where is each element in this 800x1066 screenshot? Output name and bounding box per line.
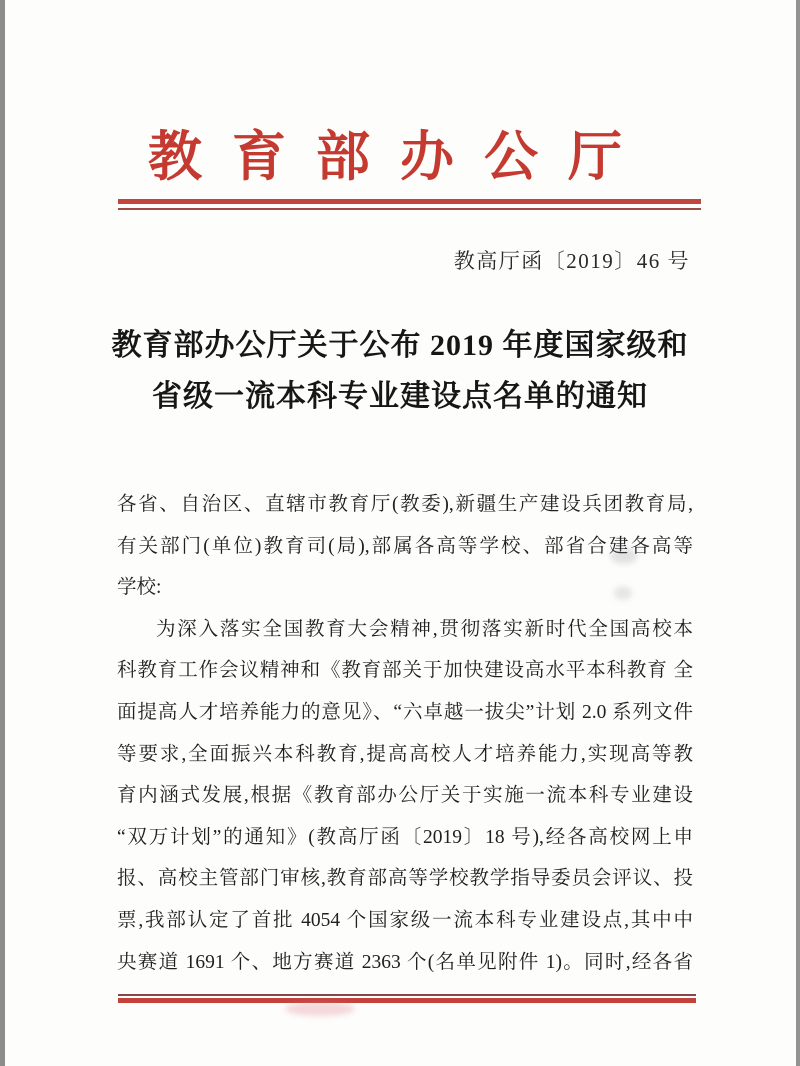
body-line: 为深入落实全国教育大会精神,贯彻落实新时代全国高校本 (156, 618, 693, 640)
body-line: 育内涵式发展,根据《教育部办公厅关于实施一流本科专业建设 (117, 785, 693, 807)
document-number: 教高厅函〔2019〕46 号 (453, 249, 690, 273)
scan-smudge (610, 548, 638, 564)
body-line: 科教育工作会议精神和《教育部关于加快建设高水平本科教育 全 (117, 660, 693, 682)
footer-thick-rule (118, 998, 696, 1003)
footer-thin-rule (118, 994, 696, 996)
separator-thin-rule (118, 208, 701, 210)
body-line: 面提高人才培养能力的意见》、“六卓越一拔尖”计划 2.0 系列文件 (117, 701, 693, 723)
body-line: 学校: (117, 577, 162, 599)
body-text (117, 484, 693, 983)
document-title-line1: 教育部办公厅关于公布 2019 年度国家级和 (111, 329, 689, 362)
body-line: 等要求,全面振兴本科教育,提高高校人才培养能力,实现高等教 (117, 743, 693, 765)
letterhead-title: 教育部办公厅 (148, 127, 652, 187)
separator-thick-rule (118, 199, 701, 204)
scan-smudge-pink (285, 1002, 355, 1016)
body-line: 各省、自治区、直辖市教育厅(教委),新疆生产建设兵团教育局, (117, 494, 693, 515)
body-line: “双万计划”的通知》(教高厅函〔2019〕18 号),经各高校网上申 (117, 826, 693, 848)
body-line: 票,我部认定了首批 4054 个国家级一流本科专业建设点,其中中 (117, 909, 693, 931)
body-line: 有关部门(单位)教育司(局),部属各高等学校、部省合建各高等 (117, 535, 693, 557)
document-title (0, 320, 800, 422)
footer-separator (118, 994, 696, 1003)
scan-smudge (614, 586, 632, 600)
body-line: 央赛道 1691 个、地方赛道 2363 个(名单见附件 1)。同时,经各省 (117, 951, 693, 973)
document-title-line2: 省级一流本科专业建设点名单的通知 (152, 380, 648, 413)
letterhead-separator (118, 199, 701, 210)
body-line: 报、高校主管部门审核,教育部高等学校教学指导委员会评议、投 (117, 868, 693, 890)
